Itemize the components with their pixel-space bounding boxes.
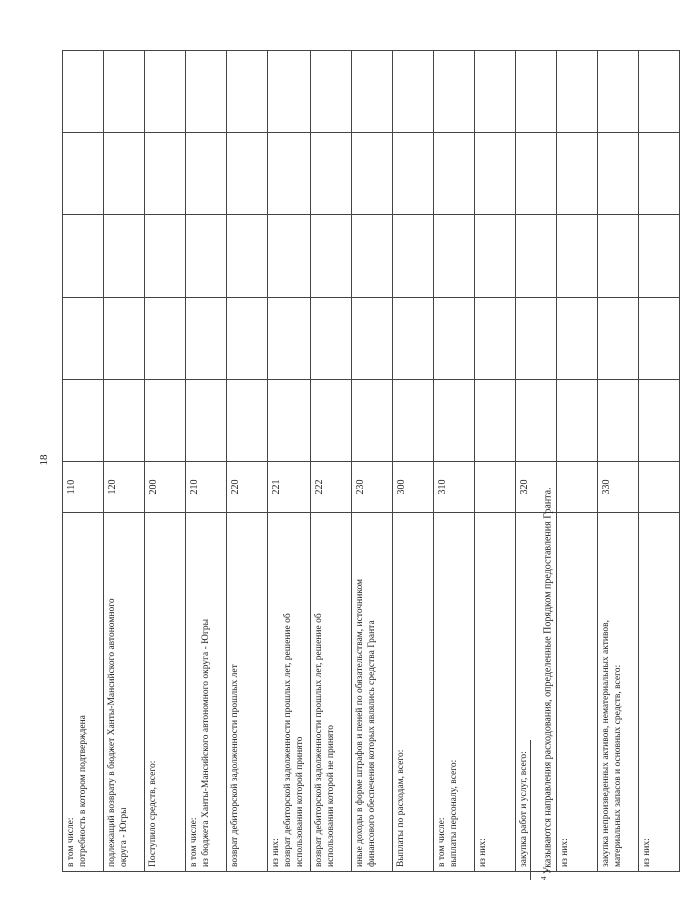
value-cell [474, 379, 515, 461]
row-label [145, 513, 186, 872]
value-cell [433, 51, 474, 133]
row-label [227, 513, 268, 872]
value-cell [351, 51, 392, 133]
value-cell [63, 51, 104, 133]
value-cell [63, 379, 104, 461]
row-label-line: иные доходы в форме штрафов и пеней по обязательствам, источником [354, 578, 365, 867]
value-cell [63, 133, 104, 215]
footnote-marker: 4 [540, 876, 548, 880]
value-cell [556, 297, 597, 379]
footnote-text: Указываются направления расходования, определенные Порядком предоставления Гранта. [542, 487, 554, 874]
row-label-line: округа - Югры [118, 807, 129, 867]
value-cell [474, 215, 515, 297]
value-cell [556, 215, 597, 297]
table-row [310, 51, 351, 872]
value-cell [104, 379, 145, 461]
table-row [268, 51, 311, 872]
value-cell [351, 379, 392, 461]
row-label-line: из бюджета Ханты-Мансийского автономного округа - Югры [200, 619, 211, 867]
value-cell [145, 297, 186, 379]
value-cell [515, 51, 556, 133]
table-row [145, 51, 186, 872]
value-cell [63, 297, 104, 379]
value-cell [63, 215, 104, 297]
value-cell [227, 215, 268, 297]
value-cell [104, 51, 145, 133]
value-cell [556, 379, 597, 461]
table-row [63, 51, 104, 872]
value-cell [104, 297, 145, 379]
value-cell [392, 51, 433, 133]
value-cell [392, 215, 433, 297]
row-label-line: закупка работ и услуг, всего: [518, 751, 529, 867]
row-label [392, 513, 433, 872]
table-row [351, 51, 392, 872]
value-cell [556, 51, 597, 133]
row-label-line: в том числе: [436, 817, 447, 867]
value-cell [433, 379, 474, 461]
value-cell [474, 133, 515, 215]
row-label [186, 513, 227, 872]
row-label [63, 513, 104, 872]
value-cell [310, 133, 351, 215]
row-label-line: закупка непроизведенных активов, нематериальных активов, [600, 619, 611, 867]
value-cell [638, 379, 679, 461]
row-code: 210 [186, 462, 227, 513]
value-cell [227, 379, 268, 461]
value-cell [104, 133, 145, 215]
value-cell [515, 133, 556, 215]
value-cell [351, 215, 392, 297]
table-row [186, 51, 227, 872]
value-cell [433, 215, 474, 297]
value-cell [597, 215, 638, 297]
value-cell [556, 133, 597, 215]
row-code: 310 [433, 462, 474, 513]
value-cell [186, 215, 227, 297]
footnote-divider [530, 740, 531, 880]
value-cell [227, 297, 268, 379]
row-label-line: из них: [559, 838, 570, 867]
row-label [638, 513, 679, 872]
value-cell [310, 297, 351, 379]
row-code: 221 [268, 462, 311, 513]
footnote [540, 487, 553, 880]
row-label-line: в том числе: [66, 817, 76, 867]
row-label [310, 513, 351, 872]
value-cell [186, 133, 227, 215]
value-cell [638, 51, 679, 133]
table-row [392, 51, 433, 872]
value-cell [145, 379, 186, 461]
value-cell [433, 133, 474, 215]
table-row [597, 51, 638, 872]
value-cell [597, 297, 638, 379]
row-label-line: из них: [271, 838, 281, 867]
value-cell [186, 51, 227, 133]
row-code: 110 [63, 462, 104, 513]
row-code: 230 [351, 462, 392, 513]
value-cell [104, 215, 145, 297]
table-row [474, 51, 515, 872]
page-number: 18 [38, 454, 50, 466]
row-code [474, 462, 515, 513]
row-label-line: из них: [477, 838, 488, 867]
value-cell [597, 133, 638, 215]
row-label [433, 513, 474, 872]
row-code: 222 [310, 462, 351, 513]
value-cell [638, 133, 679, 215]
value-cell [310, 379, 351, 461]
value-cell [145, 133, 186, 215]
row-label-line: Выплаты по расходам, всего: [395, 749, 406, 867]
value-cell [392, 297, 433, 379]
value-cell [474, 51, 515, 133]
value-cell [227, 51, 268, 133]
value-cell [515, 215, 556, 297]
value-cell [597, 379, 638, 461]
row-label-line: возврат дебиторской задолженности прошлых лет, решение об [313, 613, 324, 867]
row-label-line: возврат дебиторской задолженности прошлых лет [230, 664, 240, 867]
value-cell [351, 297, 392, 379]
value-cell [638, 297, 679, 379]
value-cell [597, 51, 638, 133]
row-label-line: выплаты персоналу, всего: [448, 759, 459, 867]
row-code: 220 [227, 462, 268, 513]
row-code: 120 [104, 462, 145, 513]
table-row [638, 51, 679, 872]
row-code [556, 462, 597, 513]
row-label-line: возврат дебиторской задолженности прошлых лет, решение об [282, 613, 293, 867]
value-cell [392, 133, 433, 215]
table-row [227, 51, 268, 872]
row-code [638, 462, 679, 513]
value-cell [638, 215, 679, 297]
value-cell [268, 215, 311, 297]
row-label [474, 513, 515, 872]
row-label-line: подлежащий возврату в бюджет Ханты-Мансийского автономного [107, 598, 117, 867]
row-label-line: финансового обеспечения которых являлись средства Гранта [366, 620, 377, 867]
value-cell [186, 297, 227, 379]
row-label-line: в том числе: [189, 817, 199, 867]
row-label [268, 513, 311, 872]
value-cell [310, 215, 351, 297]
row-code: 200 [145, 462, 186, 513]
value-cell [268, 297, 311, 379]
value-cell [186, 379, 227, 461]
budget-table [62, 50, 680, 872]
table-row [104, 51, 145, 872]
table-row [556, 51, 597, 872]
value-cell [145, 51, 186, 133]
value-cell [392, 379, 433, 461]
table-row [433, 51, 474, 872]
value-cell [227, 133, 268, 215]
row-label-line: использовании которой принято [294, 736, 305, 867]
value-cell [268, 133, 311, 215]
rotated-content [20, 40, 652, 880]
value-cell [268, 379, 311, 461]
row-code: 320 [515, 462, 556, 513]
row-label [351, 513, 392, 872]
value-cell [433, 297, 474, 379]
row-label-line: из них: [641, 838, 652, 867]
row-label [104, 513, 145, 872]
row-label-line: потребность в котором подтверждена [77, 715, 88, 867]
value-cell [515, 297, 556, 379]
row-label-line: Поступило средств, всего: [148, 760, 158, 867]
value-cell [351, 133, 392, 215]
value-cell [310, 51, 351, 133]
row-label [597, 513, 638, 872]
row-label-line: использовании которой не принято [325, 724, 336, 867]
value-cell [268, 51, 311, 133]
value-cell [474, 297, 515, 379]
row-label-line: материальных запасов и основных средств, всего: [612, 664, 623, 867]
value-cell [145, 215, 186, 297]
row-label [556, 513, 597, 872]
row-code: 300 [392, 462, 433, 513]
row-code: 330 [597, 462, 638, 513]
value-cell [515, 379, 556, 461]
